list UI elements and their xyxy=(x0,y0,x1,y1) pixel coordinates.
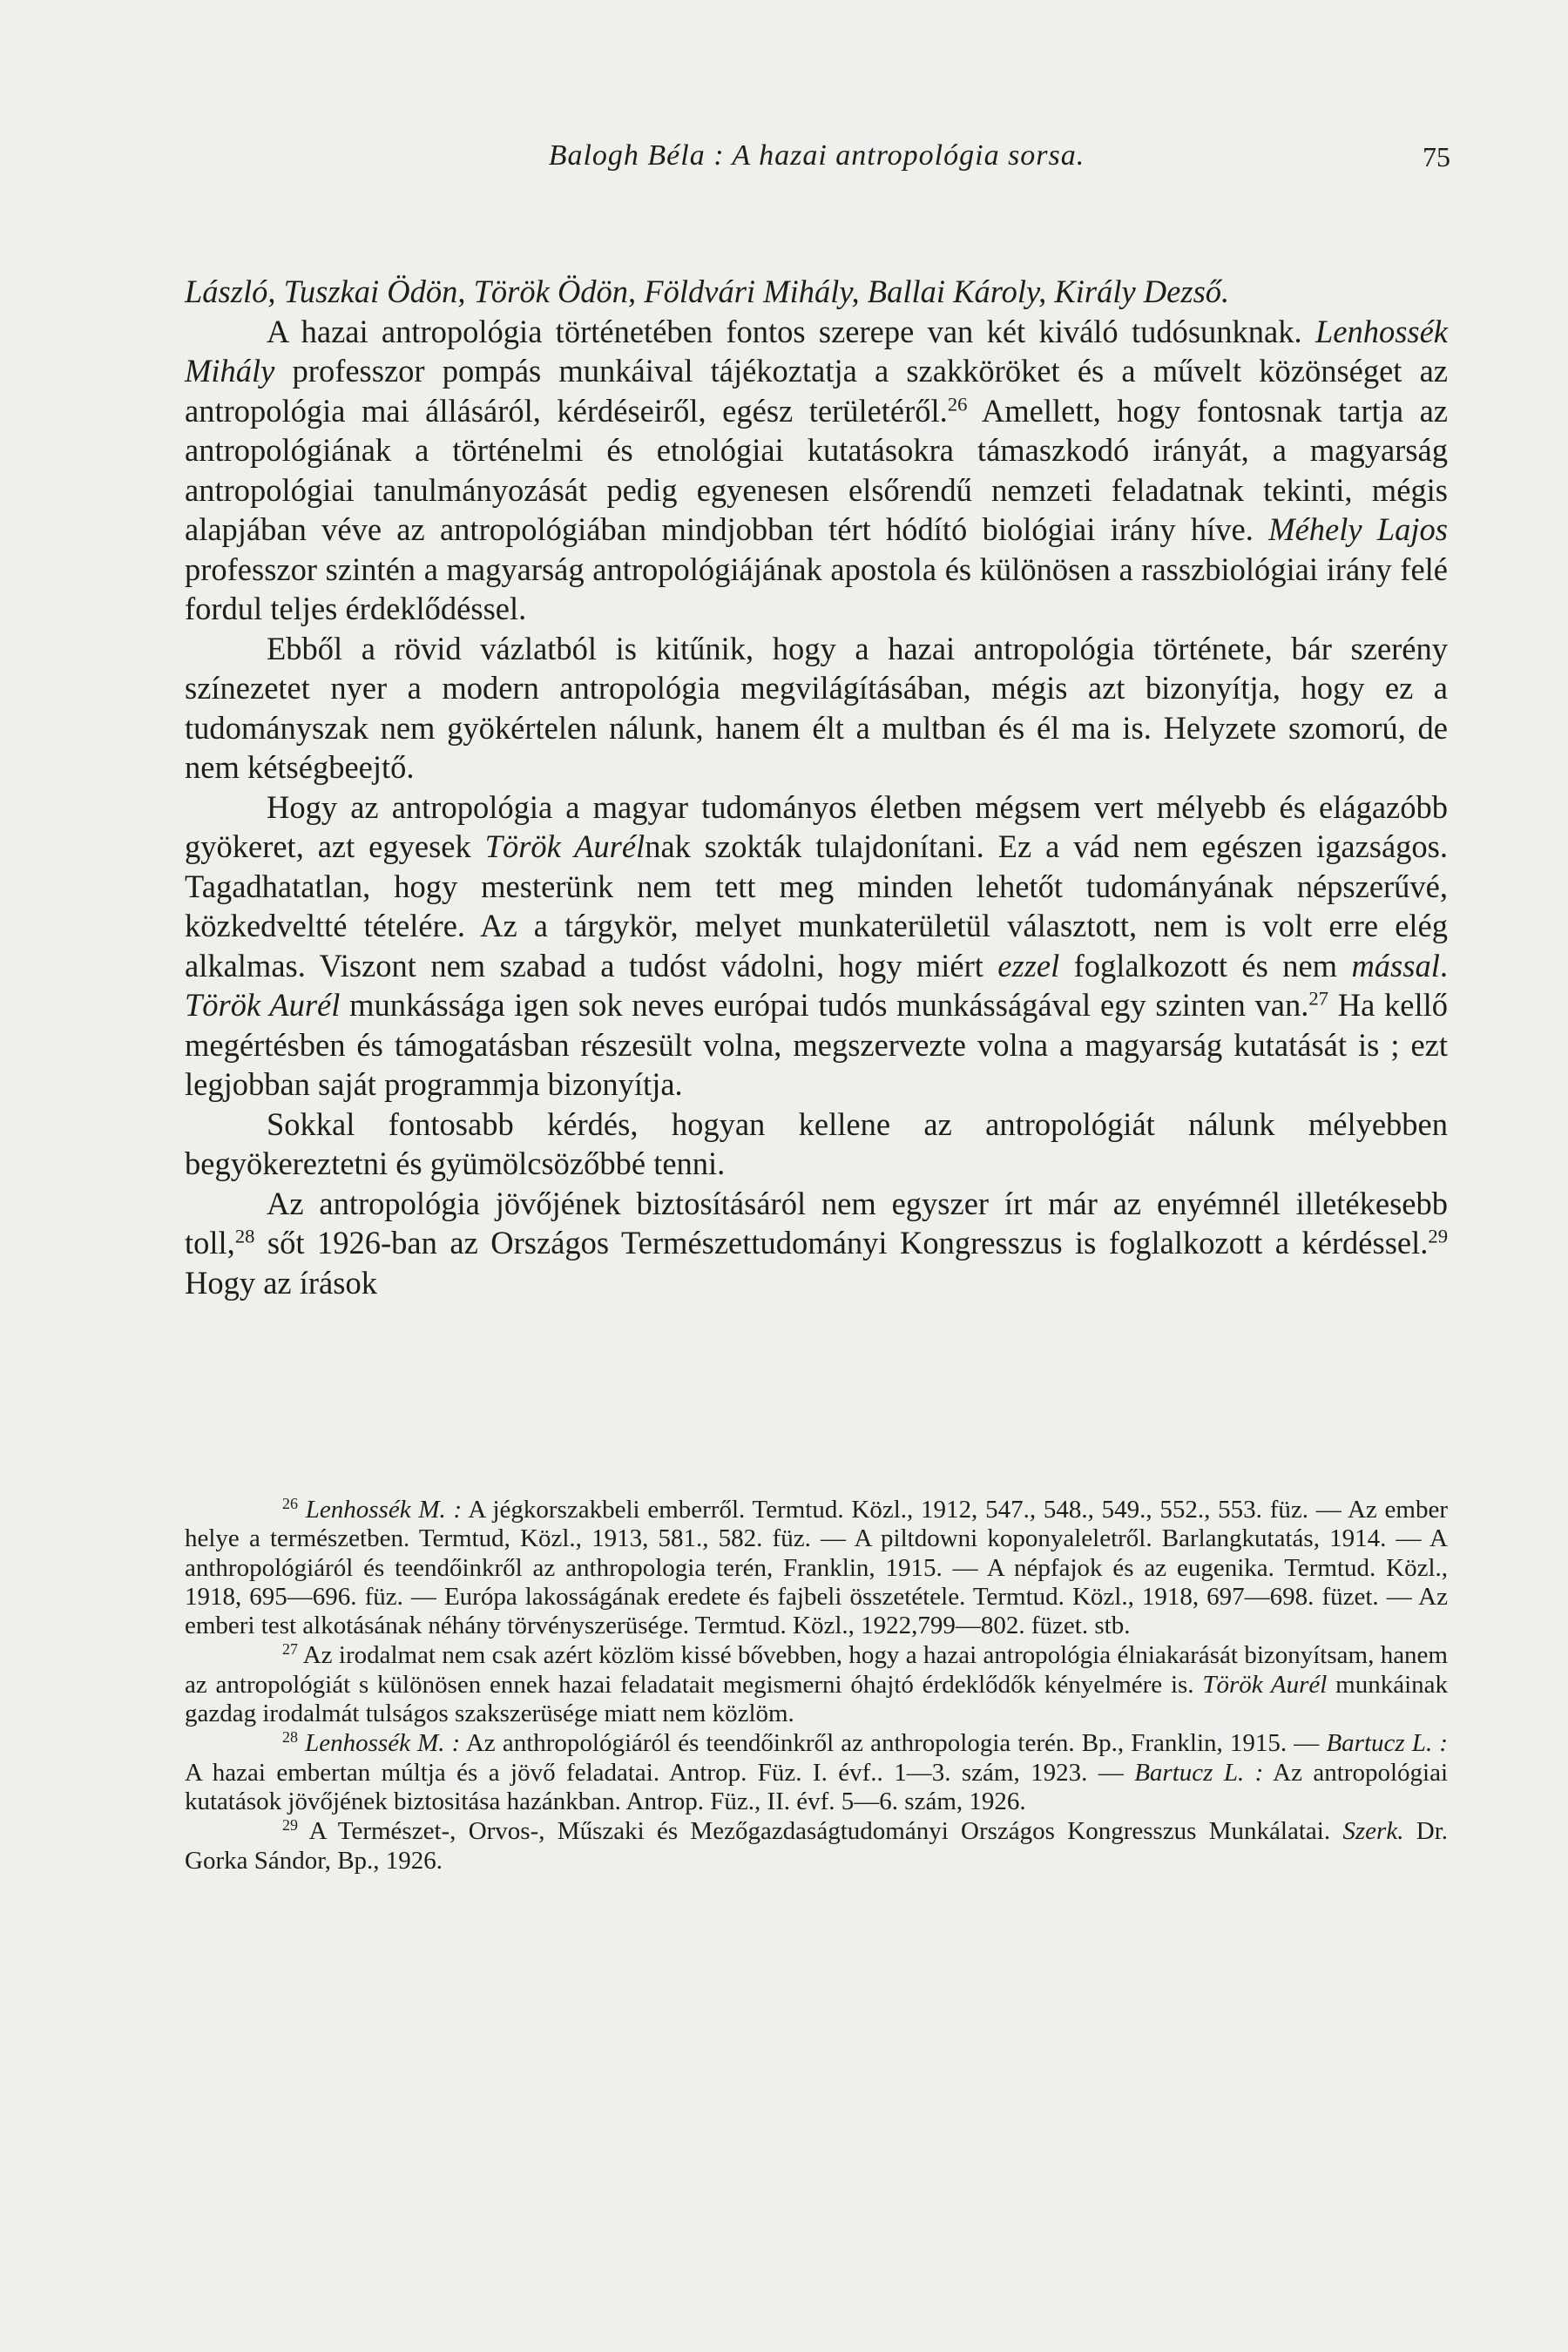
footnote-ref-28: 28 xyxy=(234,1225,255,1247)
text-run: . xyxy=(1439,947,1448,983)
footnote-ref-26: 26 xyxy=(947,393,968,416)
footnotes xyxy=(185,1496,1448,1876)
footnote-29 xyxy=(185,1817,1448,1876)
author-name: Bartucz L. : xyxy=(1134,1758,1264,1787)
name-list: László, Tuszkai Ödön, Török Ödön, Földvári Mihály, Ballai Károly, Király Dezső. xyxy=(185,274,1230,309)
page-header xyxy=(183,139,1450,192)
author-name: Lenhossék M. : xyxy=(305,1496,463,1524)
author-name: Török Aurél xyxy=(1202,1670,1328,1699)
paragraph-2 xyxy=(185,312,1448,629)
main-text xyxy=(185,272,1448,1302)
text-run: nak szokták tulajdonítani. Ez a vád nem egészen igazságos. Tagadhatatlan, hogy mesterünk nem tett meg minden lehetőt tudományának népszerűvé, közkedveltté tételére. Az a tárgykör, melyet munkaterületül választott, nem is volt erre elég alkalmas. Viszont nem szabad a tudóst vádolni, hogy miért xyxy=(185,828,1449,983)
author-name: Török Aurél xyxy=(484,828,645,864)
emphasis: mással xyxy=(1351,947,1440,983)
author-name: Lenhossék M. : xyxy=(305,1729,461,1758)
paragraph-4 xyxy=(185,787,1448,1105)
text-run: Az antropológia jövőjének biztosításáról nem egyszer írt már az enyémnél illetékesebb toll, xyxy=(185,1185,1448,1260)
text-run: Ha kellő megértésben és támogatásban részesült volna, megszervezte volna a magyarság kutatását is ; ezt legjobban saját programmja bizonyítja. xyxy=(185,987,1449,1102)
text-run: A Természet-, Orvos-, Műszaki és Mezőgazdaságtudományi Országos Kongresszus Munkálatai. xyxy=(297,1817,1343,1846)
author-name: Török Aurél xyxy=(185,987,341,1023)
author-name: Lenhossék Mihály xyxy=(185,313,1448,389)
text-run: A jégkorszakbeli emberről. Termtud. Közl., 1912, 547., 548., 549., 552., 553. füz. — Az ember helye a természetben. Termtud, Közl., 1913, 581., 582. füz. — A piltdowni koponyaleletről. Barlangkutatás, 1914. — A anthropológiáról és teendőinkről az anthropologia terén, Franklin, 1915. — A népfajok és az eugenika. Termtud. Közl., 1918, 695—696. füz. — Európa lakosságának eredete és fajbeli összetétele. Termtud. Közl., 1918, 697—698. füzet. — Az emberi test alkotásának néhány törvényszerüsége. Termtud. Közl., 1922,799—802. füzet. stb. xyxy=(185,1496,1448,1640)
footnote-number: 28 xyxy=(282,1728,298,1747)
text-run: Az irodalmat nem csak azért közlöm kissé bővebben, hogy a hazai antropológia élniakarását bizonyítsam, hanem az antropológiát s különösen ennek hazai feladatait megismerni óhajtó érdeklődők kényelmére is. xyxy=(185,1641,1448,1699)
footnote-ref-29: 29 xyxy=(1428,1225,1448,1247)
paragraph-3: Ebből a rövid vázlatból is kitűnik, hogy a hazai antropológia története, bár szerény színezetet nyer a modern antropológia megvilágításában, mégis azt bizonyítja, hogy ez a tudományszak nem gyökértelen nálunk, hanem élt a multban és él ma is. Helyzete szomorú, de nem kétségbeejtő. xyxy=(185,630,1448,785)
footnote-ref-27: 27 xyxy=(1308,987,1328,1010)
text-run: A hazai antropológia történetében fontos szerepe van két kiváló tudósunknak. xyxy=(267,313,1315,349)
footnote-number: 27 xyxy=(282,1640,298,1659)
page-number: 75 xyxy=(1423,141,1450,172)
text-run: Amellett, hogy fontosnak tartja az antropológiának a történelmi és etnológiai kutatásokra támaszkodó irányát, a magyarság antropológiai tanulmányozását pedig egyenesen elsőrendű nemzeti feladatnak tekinti, mégis alapjában véve az antropológiában mindjobban tért hódító biológiai irány híve. xyxy=(185,392,1448,547)
text-run: foglalkozott és nem xyxy=(1059,947,1352,983)
paragraph-1 xyxy=(185,272,1448,312)
paragraph-6 xyxy=(185,1184,1448,1303)
text-run: Hogy az írások xyxy=(185,1264,377,1301)
author-name: Méhely Lajos xyxy=(1268,511,1448,547)
footnote-28 xyxy=(185,1729,1448,1816)
text-run: Az antropológiai kutatások jövőjének biztositása hazánkban. Antrop. Füz., II. évf. 5—6. szám, 1926. xyxy=(185,1758,1448,1815)
text-run: Dr. Gorka Sándor, Bp., 1926. xyxy=(185,1817,1448,1875)
running-title: Balogh Béla : A hazai antropológia sorsa. xyxy=(548,139,1085,172)
editor-abbrev: Szerk. xyxy=(1342,1817,1404,1846)
author-name: Bartucz L. : xyxy=(1326,1729,1449,1758)
text-run: munkáinak gazdag irodalmát tulságos szakszerüsége miatt nem közlöm. xyxy=(185,1670,1448,1728)
text-run: professzor pompás munkáival tájékoztatja a szakköröket és a művelt közönséget az antropológia mai állásáról, kérdéseiről, egész területéről. xyxy=(185,353,1448,429)
paragraph-5: Sokkal fontosabb kérdés, hogyan kellene az antropológiát nálunk mélyebben begyökereztetni és gyümölcsözőbbé tenni. xyxy=(185,1105,1448,1181)
footnote-number: 29 xyxy=(282,1816,298,1835)
emphasis: ezzel xyxy=(997,947,1060,983)
text-run: professzor szintén a magyarság antropológiájának apostola és különösen a rasszbiológiai irány felé fordul teljes érdeklődéssel. xyxy=(185,551,1448,626)
footnote-number: 26 xyxy=(282,1495,298,1513)
text-run: Az anthropológiáról és teendőinkről az anthropologia terén. Bp., Franklin, 1915. — xyxy=(460,1729,1327,1758)
text-run: sőt 1926-ban az Országos Természettudományi Kongresszus is foglalkozott a kérdéssel. xyxy=(254,1225,1429,1260)
footnote-27 xyxy=(185,1641,1448,1728)
text-run: A hazai embertan múltja és a jövő feladatai. Antrop. Füz. I. évf.. 1—3. szám, 1923. — xyxy=(185,1758,1135,1787)
text-run: munkássága igen sok neves európai tudós munkásságával egy szinten van. xyxy=(340,987,1309,1023)
text-run: Hogy az antropológia a magyar tudományos életben mégsem vert mélyebb és elágazóbb gyökeret, azt egyesek xyxy=(185,788,1448,864)
footnote-26 xyxy=(185,1496,1448,1640)
